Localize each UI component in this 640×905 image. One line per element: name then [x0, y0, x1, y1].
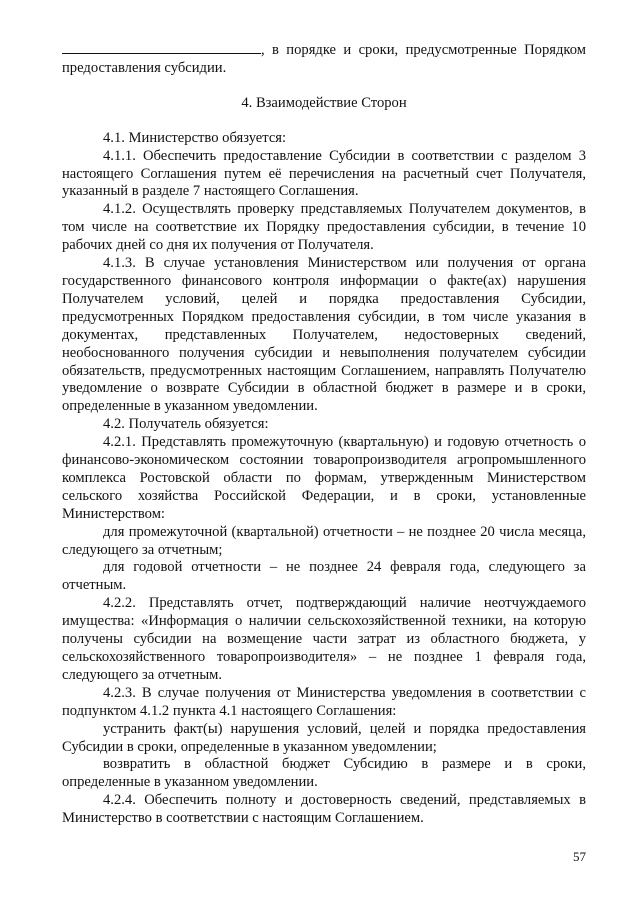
clause-4-2-3: 4.2.3. В случае получения от Министерства уведомления в соответствии с подпунктом 4.1.2 пункта 4.1 настоящего Соглашения:: [62, 684, 586, 719]
clause-4-1-3: 4.1.3. В случае установления Министерством или получения от органа государственного финансового контроля информации о факте(ах) нарушения Получателем условий, целей и порядка предоставления Субсидии, предусмотренных Порядком предоставления субсидии, в том числе указания в документах, представленных Получателем, недостоверных сведений, необоснованного получения субсидии и невыполнения получателем субсидии обязательств, предусмотренных настоящим Соглашением, направлять Получателю уведомление о возврате Субсидии в областной бюджет в размере и в сроки, определенные в указанном уведомлении.: [62, 255, 586, 415]
intro-text: , в порядке и сроки, предусмотренные Порядком предоставления субсидии.: [62, 42, 586, 76]
clause-4-2-1-quarterly: для промежуточной (квартальной) отчетности – не позднее 20 числа месяца, следующего за отчетным;: [62, 523, 586, 558]
document-body: [62, 40, 586, 828]
clause-4-2-2: 4.2.2. Представлять отчет, подтверждающий наличие неотчуждаемого имущества: «Информация о наличии сельскохозяйственной техники, на которую получены субсидии на возмещение части затрат из областного бюджета, у сельскохозяйственного товаропроизводителя» – не позднее 1 февраля года, следующего за отчетным.: [62, 595, 586, 683]
clause-4-1-1: 4.1.1. Обеспечить предоставление Субсидии в соответствии с разделом 3 настоящего Соглашения путем её перечисления на расчетный счет Получателя, указанный в разделе 7 настоящего Соглашения.: [62, 147, 586, 200]
clause-4-2-4: 4.2.4. Обеспечить полноту и достоверность сведений, представляемых в Министерство в соответствии с настоящим Соглашением.: [62, 792, 586, 827]
clause-4-2: 4.2. Получатель обязуется:: [103, 416, 269, 433]
section-title: 4. Взаимодействие Сторон: [241, 94, 407, 111]
intro-paragraph: [62, 40, 586, 78]
clause-4-2-3-eliminate: устранить факт(ы) нарушения условий, целей и порядка предоставления Субсидии в сроки, определенные в указанном уведомлении;: [62, 720, 586, 755]
clause-4-1-2: 4.1.2. Осуществлять проверку представляемых Получателем документов, в том числе на соответствие их Порядку предоставления субсидии, в течение 10 рабочих дней со дня их получения от Получателя.: [62, 201, 586, 254]
page-number: 57: [573, 849, 586, 864]
clause-4-2-1: 4.2.1. Представлять промежуточную (квартальную) и годовую отчетность о финансово-экономическом состоянии товаропроизводителя агропромышленного комплекса Ростовской области по формам, утвержденным Министерством сельского хозяйства Российской Федерации, и в сроки, установленные Министерством:: [62, 434, 586, 522]
clause-4-2-3-return: возвратить в областной бюджет Субсидию в размере и в сроки, определенные в указанном уведомлении.: [62, 756, 586, 791]
blank-fill-line: [62, 40, 261, 54]
clause-4-2-1-annual: для годовой отчетности – не позднее 24 февраля года, следующего за отчетным.: [62, 559, 586, 594]
clause-4-1: 4.1. Министерство обязуется:: [103, 129, 287, 146]
